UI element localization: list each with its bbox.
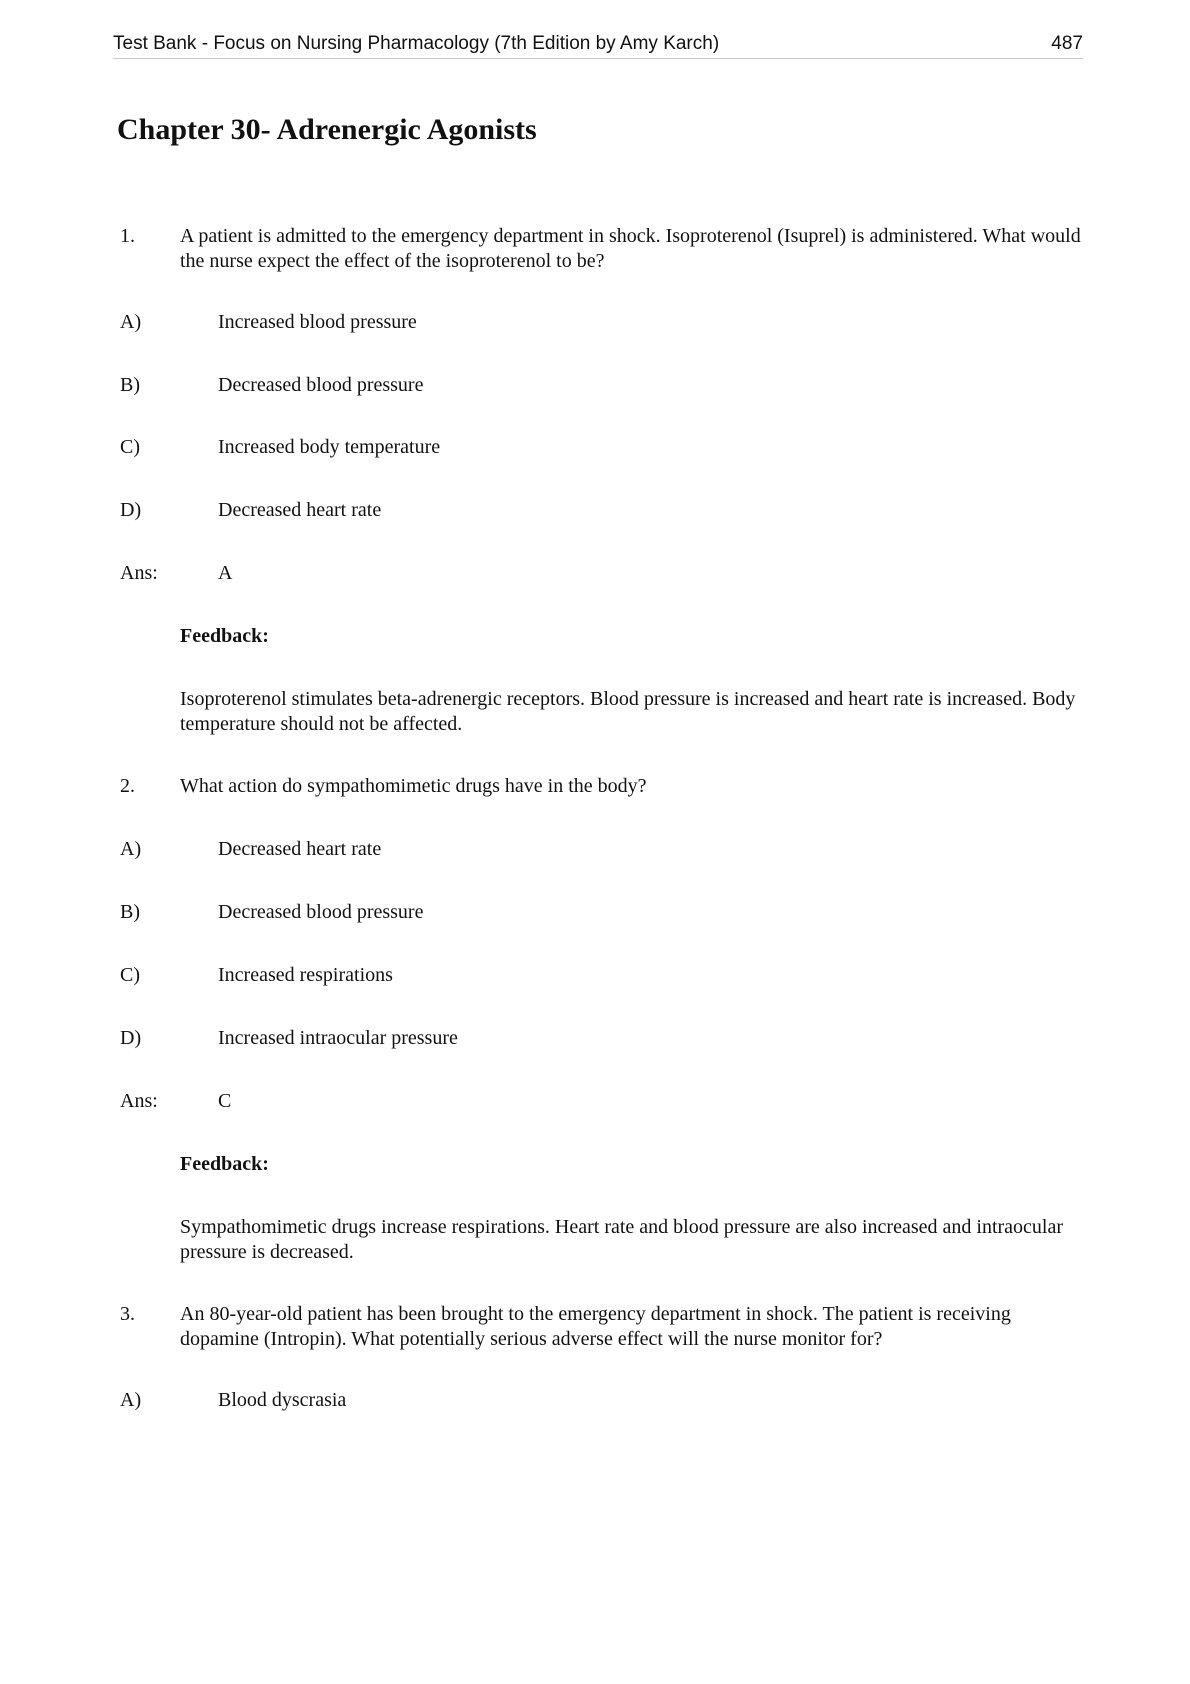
option-text: Increased respirations [218,964,393,986]
chapter-title: Chapter 30- Adrenergic Agonists [117,113,537,146]
option-label: B) [120,374,140,396]
header-book-title: Test Bank - Focus on Nursing Pharmacology (7th Edition by Amy Karch) [113,33,720,54]
option-text: Blood dyscrasia [218,1389,347,1411]
option-text: Decreased heart rate [218,499,382,521]
answer-label: Ans: [120,562,158,584]
question-text: An 80-year-old patient has been brought to the emergency department in shock. The patient is receiving dopamine (Intropin). What potentially serious adverse effect will the nurse monitor for? [180,1303,1011,1350]
option-text: Decreased heart rate [218,838,382,860]
option-label: A) [120,311,142,333]
option-label: C) [120,964,140,986]
feedback-text: Sympathomimetic drugs increase respirations. Heart rate and blood pressure are also increased and intraocular pressure is decreased. [180,1216,1064,1263]
option-label: A) [120,1389,142,1411]
feedback-label: Feedback: [180,1153,269,1175]
question-number: 3. [120,1303,135,1325]
option-label: A) [120,838,142,860]
question-number: 1. [120,225,135,247]
option-label: C) [120,436,140,458]
option-label: D) [120,499,142,521]
option-text: Decreased blood pressure [218,901,424,923]
option-text: Decreased blood pressure [218,374,424,396]
answer-value: C [218,1090,232,1112]
option-label: D) [120,1027,142,1049]
feedback-label: Feedback: [180,625,269,647]
option-text: Increased blood pressure [218,311,417,333]
answer-value: A [218,562,233,584]
option-label: B) [120,901,140,923]
question-text: What action do sympathomimetic drugs have in the body? [180,775,647,797]
answer-label: Ans: [120,1090,158,1112]
question-text: A patient is admitted to the emergency department in shock. Isoproterenol (Isuprel) is administered. What would the nurse expect the effect of the isoproterenol to be? [180,225,1081,272]
header-page-number: 487 [1051,33,1083,54]
question-number: 2. [120,775,135,797]
feedback-text: Isoproterenol stimulates beta-adrenergic receptors. Blood pressure is increased and heart rate is increased. Body temperature should not be affected. [180,688,1076,735]
option-text: Increased intraocular pressure [218,1027,458,1049]
option-text: Increased body temperature [218,436,441,458]
